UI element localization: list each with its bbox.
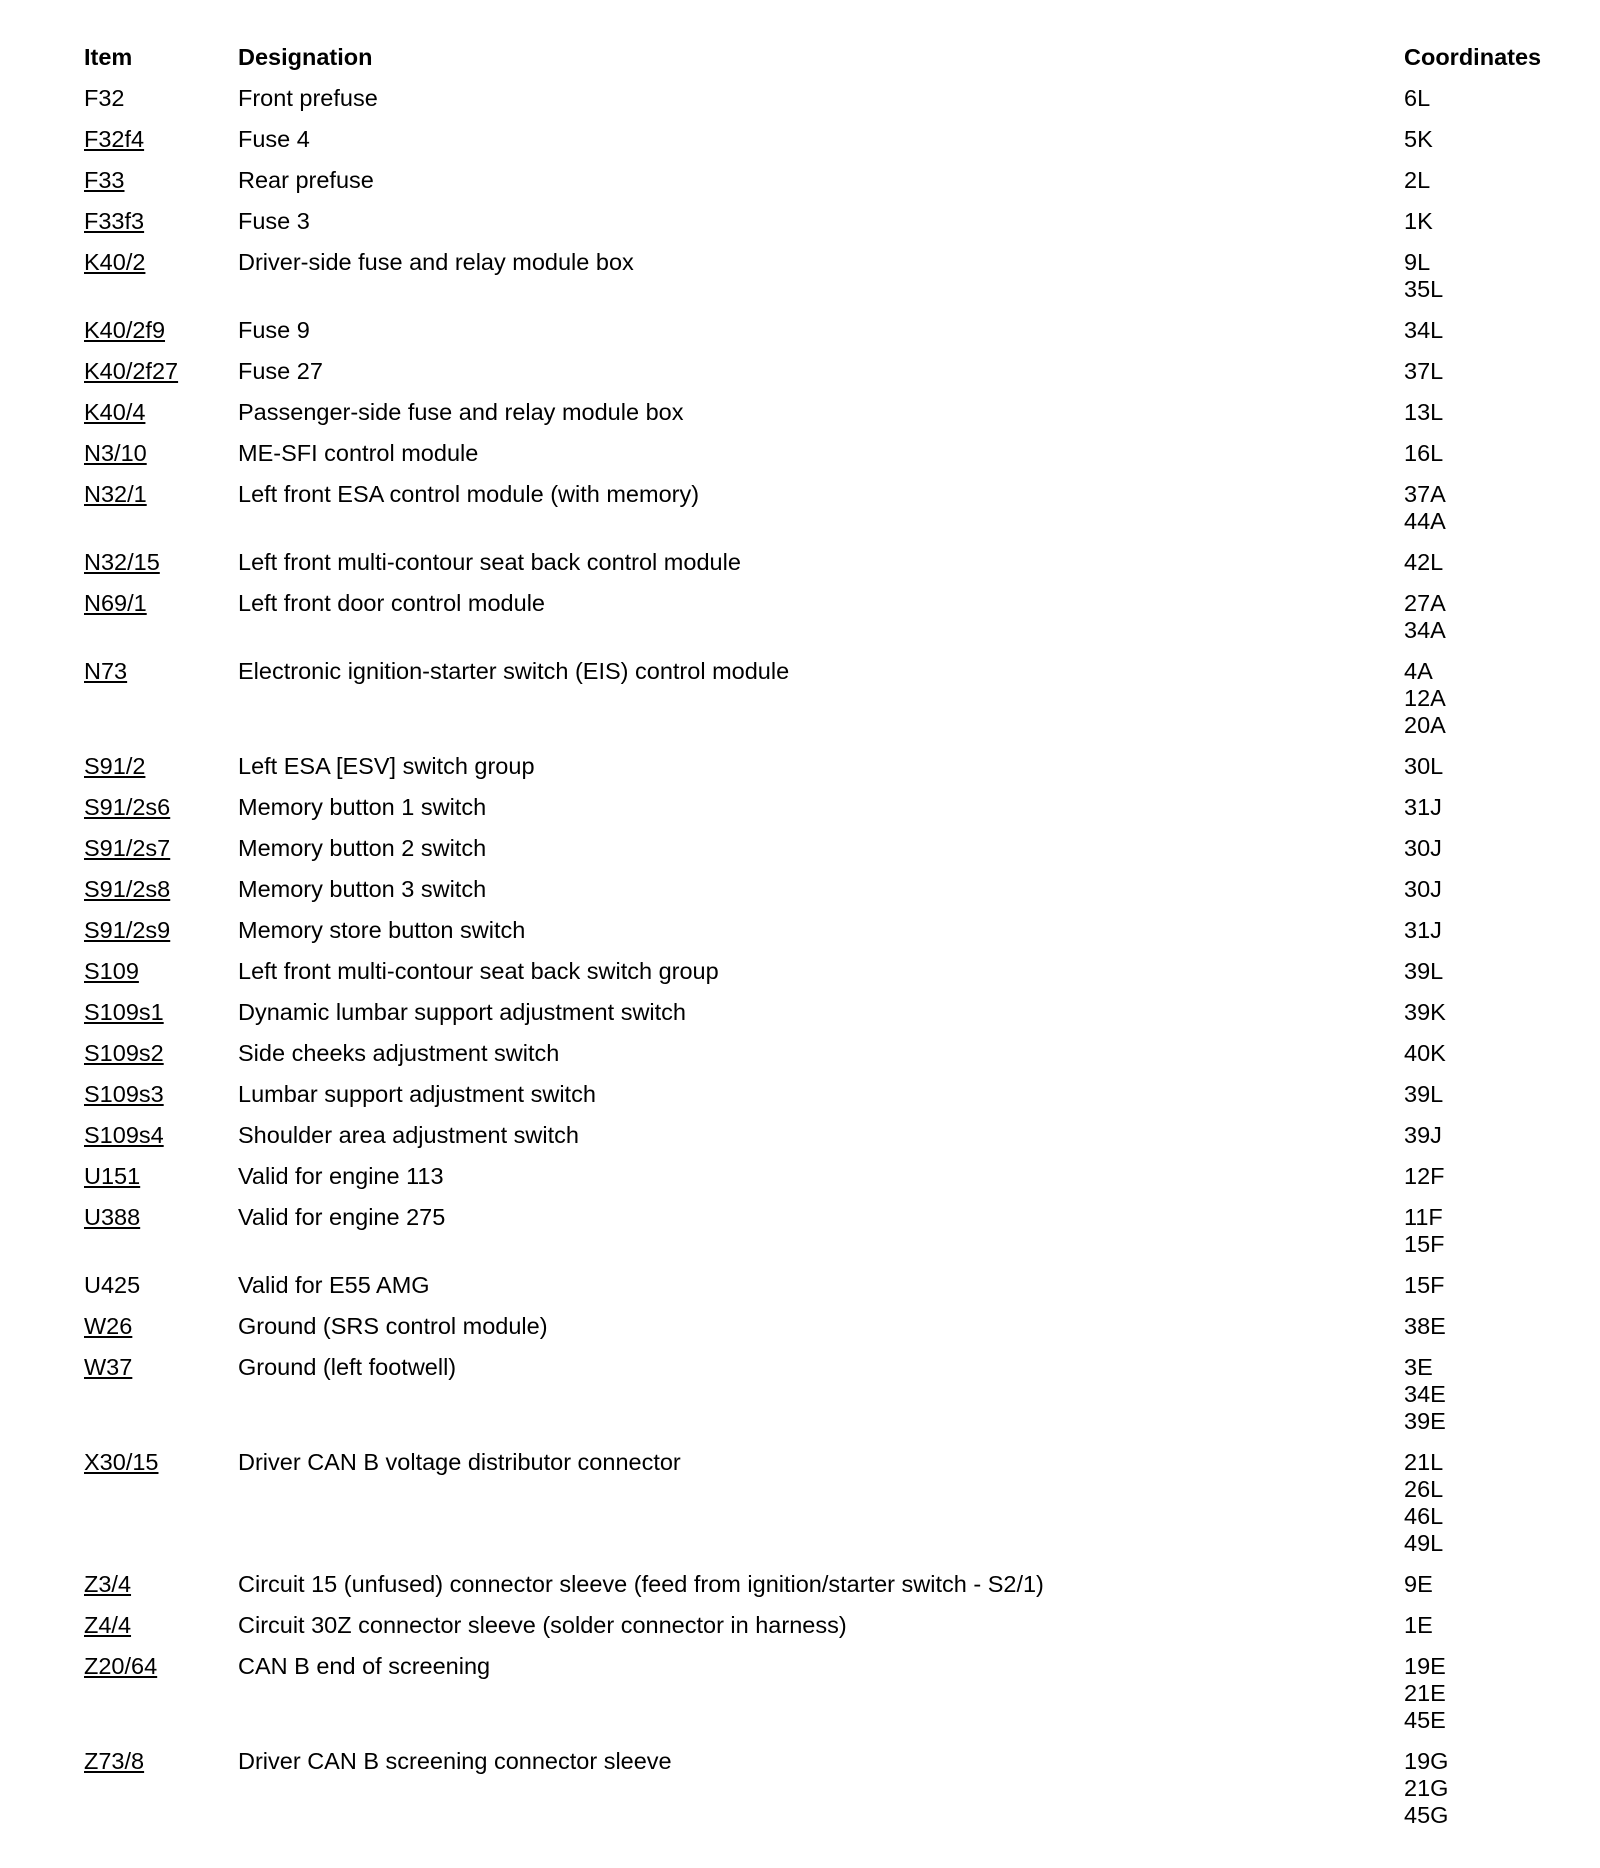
designation-cell: ME-SFI control module bbox=[238, 440, 479, 466]
coordinates-cell bbox=[1404, 753, 1564, 794]
item-cell bbox=[84, 167, 238, 208]
item-link[interactable]: N32/15 bbox=[84, 549, 160, 575]
coordinate-value: 37A bbox=[1404, 481, 1446, 507]
coordinate-value: 20A bbox=[1404, 712, 1446, 738]
item-link[interactable]: W26 bbox=[84, 1313, 133, 1339]
designation-cell: Memory button 1 switch bbox=[238, 794, 487, 820]
item-cell bbox=[84, 1354, 238, 1449]
table-row bbox=[84, 1204, 1564, 1272]
item-cell bbox=[84, 590, 238, 658]
table-row bbox=[84, 917, 1564, 958]
table-row bbox=[84, 794, 1564, 835]
designation-cell: Lumbar support adjustment switch bbox=[238, 1081, 596, 1107]
item-link[interactable]: Z4/4 bbox=[84, 1612, 132, 1638]
coordinate-value: 2L bbox=[1404, 167, 1431, 193]
designation-cell: Memory button 2 switch bbox=[238, 835, 487, 861]
table-row bbox=[84, 126, 1564, 167]
table-row bbox=[84, 249, 1564, 317]
coordinate-value: 34L bbox=[1404, 317, 1444, 343]
table-row bbox=[84, 1313, 1564, 1354]
coordinate-value: 39K bbox=[1404, 999, 1446, 1025]
item-cell bbox=[84, 794, 238, 835]
coordinates-cell bbox=[1404, 1163, 1564, 1204]
designation-cell: Dynamic lumbar support adjustment switch bbox=[238, 999, 686, 1025]
item-cell bbox=[84, 126, 238, 167]
item-link[interactable]: U388 bbox=[84, 1204, 141, 1230]
item-link[interactable]: S109s4 bbox=[84, 1122, 164, 1148]
table-row bbox=[84, 440, 1564, 481]
table-row bbox=[84, 835, 1564, 876]
designation-cell: Valid for engine 275 bbox=[238, 1204, 446, 1230]
table-row bbox=[84, 317, 1564, 358]
item-link[interactable]: N32/1 bbox=[84, 481, 147, 507]
coordinate-value: 34A bbox=[1404, 617, 1446, 643]
item-link[interactable]: W37 bbox=[84, 1354, 133, 1380]
item-cell bbox=[84, 208, 238, 249]
coordinates-cell bbox=[1404, 1040, 1564, 1081]
designation-cell: Fuse 3 bbox=[238, 208, 310, 234]
designation-cell: Circuit 30Z connector sleeve (solder connector in harness) bbox=[238, 1612, 847, 1638]
coordinate-value: 11F bbox=[1404, 1204, 1443, 1230]
item-label: F32 bbox=[84, 85, 125, 111]
coordinates-cell bbox=[1404, 399, 1564, 440]
designation-cell: Rear prefuse bbox=[238, 167, 374, 193]
designation-cell: CAN B end of screening bbox=[238, 1653, 491, 1679]
coordinates-cell bbox=[1404, 126, 1564, 167]
coordinate-value: 30J bbox=[1404, 876, 1442, 902]
table-row bbox=[84, 1571, 1564, 1612]
designation-cell: Driver CAN B screening connector sleeve bbox=[238, 1748, 672, 1774]
item-label: U425 bbox=[84, 1272, 141, 1298]
table-row bbox=[84, 999, 1564, 1040]
coordinate-value: 39L bbox=[1404, 1081, 1444, 1107]
item-column-header: Item bbox=[84, 44, 133, 70]
table-row bbox=[84, 1748, 1564, 1843]
designation-cell: Shoulder area adjustment switch bbox=[238, 1122, 579, 1148]
designation-cell: Electronic ignition-starter switch (EIS) control module bbox=[238, 658, 790, 684]
coordinate-value: 40K bbox=[1404, 1040, 1446, 1066]
table-row bbox=[84, 658, 1564, 753]
coordinates-column-header: Coordinates bbox=[1404, 44, 1542, 70]
item-link[interactable]: X30/15 bbox=[84, 1449, 159, 1475]
item-cell bbox=[84, 999, 238, 1040]
coordinates-cell bbox=[1404, 958, 1564, 999]
coordinates-cell bbox=[1404, 876, 1564, 917]
coordinate-value: 4A bbox=[1404, 658, 1433, 684]
item-cell bbox=[84, 1204, 238, 1272]
coordinate-value: 37L bbox=[1404, 358, 1444, 384]
coordinates-cell bbox=[1404, 917, 1564, 958]
coordinate-value: 21E bbox=[1404, 1680, 1446, 1706]
coordinate-value: 1E bbox=[1404, 1612, 1433, 1638]
coordinate-value: 31J bbox=[1404, 917, 1442, 943]
designation-cell: Fuse 9 bbox=[238, 317, 310, 343]
coordinate-value: 13L bbox=[1404, 399, 1444, 425]
coordinates-cell bbox=[1404, 440, 1564, 481]
table-row bbox=[84, 1449, 1564, 1571]
designation-cell: Left front multi-contour seat back control module bbox=[238, 549, 741, 575]
coordinate-value: 38E bbox=[1404, 1313, 1446, 1339]
table-row bbox=[84, 1122, 1564, 1163]
item-link[interactable]: S109s2 bbox=[84, 1040, 164, 1066]
coordinate-value: 34E bbox=[1404, 1381, 1446, 1407]
coordinate-value: 31J bbox=[1404, 794, 1442, 820]
coordinate-value: 19G bbox=[1404, 1748, 1449, 1774]
coordinate-value: 39J bbox=[1404, 1122, 1442, 1148]
item-cell bbox=[84, 317, 238, 358]
item-link[interactable]: Z3/4 bbox=[84, 1571, 132, 1597]
designation-cell: Left front door control module bbox=[238, 590, 545, 616]
coordinates-cell bbox=[1404, 358, 1564, 399]
designation-cell: Front prefuse bbox=[238, 85, 378, 111]
coordinates-cell bbox=[1404, 1313, 1564, 1354]
item-link[interactable]: Z20/64 bbox=[84, 1653, 158, 1679]
coordinate-value: 1K bbox=[1404, 208, 1433, 234]
table-row bbox=[84, 958, 1564, 999]
coordinates-cell bbox=[1404, 249, 1564, 317]
item-cell bbox=[84, 440, 238, 481]
designation-cell: Circuit 15 (unfused) connector sleeve (feed from ignition/starter switch - S2/1) bbox=[238, 1571, 1044, 1597]
item-cell bbox=[84, 1571, 238, 1612]
coordinate-value: 19E bbox=[1404, 1653, 1446, 1679]
coordinates-cell bbox=[1404, 1122, 1564, 1163]
item-link[interactable]: U151 bbox=[84, 1163, 141, 1189]
item-link[interactable]: K40/4 bbox=[84, 399, 146, 425]
coordinate-value: 3E bbox=[1404, 1354, 1433, 1380]
coordinates-cell bbox=[1404, 1354, 1564, 1449]
item-link[interactable]: S91/2s8 bbox=[84, 876, 171, 902]
item-cell bbox=[84, 358, 238, 399]
coordinate-value: 30L bbox=[1404, 753, 1444, 779]
header-row bbox=[84, 44, 1564, 85]
designation-cell: Fuse 27 bbox=[238, 358, 323, 384]
designation-cell: Fuse 4 bbox=[238, 126, 310, 152]
coordinate-value: 16L bbox=[1404, 440, 1444, 466]
item-cell bbox=[84, 958, 238, 999]
coordinate-value: 49L bbox=[1404, 1530, 1444, 1556]
table-row bbox=[84, 1040, 1564, 1081]
coordinate-value: 15F bbox=[1404, 1231, 1445, 1257]
coordinates-cell bbox=[1404, 794, 1564, 835]
component-legend-table bbox=[84, 44, 1564, 1843]
table-row bbox=[84, 167, 1564, 208]
coordinate-value: 9L bbox=[1404, 249, 1431, 275]
designation-cell: Valid for E55 AMG bbox=[238, 1272, 430, 1298]
item-link[interactable]: K40/2 bbox=[84, 249, 146, 275]
item-link[interactable]: N3/10 bbox=[84, 440, 147, 466]
item-link[interactable]: S91/2 bbox=[84, 753, 146, 779]
coordinates-cell bbox=[1404, 1204, 1564, 1272]
item-link[interactable]: S91/2s7 bbox=[84, 835, 171, 861]
table-row bbox=[84, 358, 1564, 399]
coordinate-value: 21G bbox=[1404, 1775, 1449, 1801]
item-cell bbox=[84, 658, 238, 753]
table-row bbox=[84, 1163, 1564, 1204]
table-row bbox=[84, 399, 1564, 440]
item-cell bbox=[84, 1163, 238, 1204]
table-row bbox=[84, 1272, 1564, 1313]
coordinate-value: 21L bbox=[1404, 1449, 1444, 1475]
designation-cell: Memory store button switch bbox=[238, 917, 526, 943]
coordinate-value: 27A bbox=[1404, 590, 1446, 616]
table-row bbox=[84, 481, 1564, 549]
coordinates-cell bbox=[1404, 167, 1564, 208]
item-link[interactable]: K40/2f9 bbox=[84, 317, 166, 343]
designation-cell: Driver-side fuse and relay module box bbox=[238, 249, 634, 275]
coordinates-cell bbox=[1404, 208, 1564, 249]
coordinate-value: 15F bbox=[1404, 1272, 1445, 1298]
coordinates-cell bbox=[1404, 590, 1564, 658]
coordinate-value: 42L bbox=[1404, 549, 1444, 575]
coordinates-cell bbox=[1404, 658, 1564, 753]
designation-cell: Left ESA [ESV] switch group bbox=[238, 753, 535, 779]
item-cell bbox=[84, 249, 238, 317]
coordinate-value: 39L bbox=[1404, 958, 1444, 984]
coordinates-cell bbox=[1404, 1748, 1564, 1843]
table-row bbox=[84, 1354, 1564, 1449]
designation-cell: Valid for engine 113 bbox=[238, 1163, 444, 1189]
coordinate-value: 9E bbox=[1404, 1571, 1433, 1597]
item-cell bbox=[84, 1313, 238, 1354]
coordinates-cell bbox=[1404, 85, 1564, 126]
item-link[interactable]: K40/2f27 bbox=[84, 358, 179, 384]
coordinate-value: 45E bbox=[1404, 1707, 1446, 1733]
coordinate-value: 44A bbox=[1404, 508, 1446, 534]
table-row bbox=[84, 1081, 1564, 1122]
coordinates-cell bbox=[1404, 1272, 1564, 1313]
designation-column-header: Designation bbox=[238, 44, 373, 70]
item-cell bbox=[84, 481, 238, 549]
item-cell bbox=[84, 549, 238, 590]
item-link[interactable]: F32f4 bbox=[84, 126, 145, 152]
table-row bbox=[84, 753, 1564, 794]
designation-cell: Driver CAN B voltage distributor connector bbox=[238, 1449, 681, 1475]
item-link[interactable]: F33f3 bbox=[84, 208, 145, 234]
designation-cell: Left front ESA control module (with memory) bbox=[238, 481, 700, 507]
coordinates-cell bbox=[1404, 1449, 1564, 1571]
table-row bbox=[84, 85, 1564, 126]
table-row bbox=[84, 590, 1564, 658]
coordinate-value: 12F bbox=[1404, 1163, 1445, 1189]
item-cell bbox=[84, 85, 238, 126]
table-row bbox=[84, 208, 1564, 249]
legend-body bbox=[84, 85, 1564, 1843]
item-link[interactable]: S109s1 bbox=[84, 999, 164, 1025]
coordinate-value: 5K bbox=[1404, 126, 1433, 152]
coordinate-value: 12A bbox=[1404, 685, 1446, 711]
table-row bbox=[84, 549, 1564, 590]
item-cell bbox=[84, 835, 238, 876]
coordinate-value: 26L bbox=[1404, 1476, 1444, 1502]
item-link[interactable]: S109 bbox=[84, 958, 139, 984]
table-row bbox=[84, 1653, 1564, 1748]
coordinate-value: 45G bbox=[1404, 1802, 1449, 1828]
item-cell bbox=[84, 1272, 238, 1313]
item-link[interactable]: S109s3 bbox=[84, 1081, 164, 1107]
item-cell bbox=[84, 1612, 238, 1653]
designation-cell: Passenger-side fuse and relay module box bbox=[238, 399, 684, 425]
coordinates-cell bbox=[1404, 317, 1564, 358]
item-cell bbox=[84, 1748, 238, 1843]
item-cell bbox=[84, 1653, 238, 1748]
item-link[interactable]: S91/2s9 bbox=[84, 917, 171, 943]
table-row bbox=[84, 1612, 1564, 1653]
item-link[interactable]: N73 bbox=[84, 658, 128, 684]
coordinates-cell bbox=[1404, 999, 1564, 1040]
designation-cell: Ground (SRS control module) bbox=[238, 1313, 548, 1339]
item-cell bbox=[84, 1081, 238, 1122]
item-cell bbox=[84, 876, 238, 917]
item-link[interactable]: N69/1 bbox=[84, 590, 147, 616]
designation-cell: Ground (left footwell) bbox=[238, 1354, 457, 1380]
item-cell bbox=[84, 1449, 238, 1571]
coordinate-value: 30J bbox=[1404, 835, 1442, 861]
item-cell bbox=[84, 399, 238, 440]
item-cell bbox=[84, 1122, 238, 1163]
coordinates-cell bbox=[1404, 1612, 1564, 1653]
table-row bbox=[84, 876, 1564, 917]
item-link[interactable]: Z73/8 bbox=[84, 1748, 145, 1774]
coordinate-value: 6L bbox=[1404, 85, 1431, 111]
coordinates-cell bbox=[1404, 1081, 1564, 1122]
item-link[interactable]: S91/2s6 bbox=[84, 794, 171, 820]
coordinates-cell bbox=[1404, 835, 1564, 876]
item-cell bbox=[84, 753, 238, 794]
item-cell bbox=[84, 917, 238, 958]
coordinate-value: 46L bbox=[1404, 1503, 1444, 1529]
coordinates-cell bbox=[1404, 1653, 1564, 1748]
item-link[interactable]: F33 bbox=[84, 167, 125, 193]
coordinates-cell bbox=[1404, 1571, 1564, 1612]
coordinates-cell bbox=[1404, 481, 1564, 549]
coordinate-value: 35L bbox=[1404, 276, 1444, 302]
item-cell bbox=[84, 1040, 238, 1081]
designation-cell: Left front multi-contour seat back switch group bbox=[238, 958, 719, 984]
coordinate-value: 39E bbox=[1404, 1408, 1446, 1434]
designation-cell: Side cheeks adjustment switch bbox=[238, 1040, 560, 1066]
designation-cell: Memory button 3 switch bbox=[238, 876, 487, 902]
coordinates-cell bbox=[1404, 549, 1564, 590]
